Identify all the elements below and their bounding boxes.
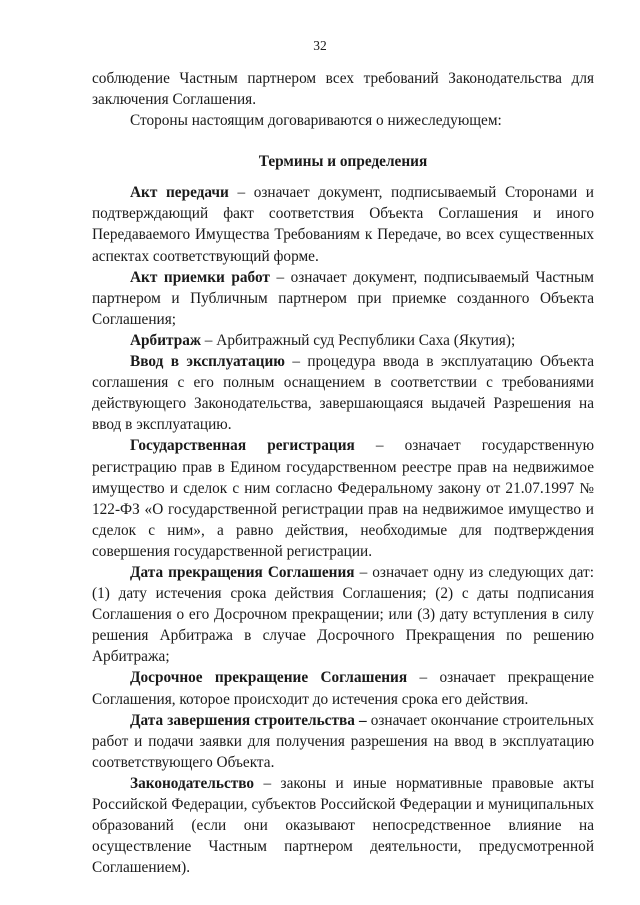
definition-act-of-acceptance	[92, 267, 594, 330]
definition-text: – означает документ, подписываемый Сторонами и подтверждающий факт соответствия Объекта Соглашения и иного Передаваемого Имущества Требованиям к Передаче, во всех существенных аспектах соответствующий форме.	[92, 184, 594, 265]
definition-legislation	[92, 773, 594, 878]
definition-text: – законы и иные нормативные правовые акты Российской Федерации, субъектов Российской Федерации и муниципальных образований (если они оказывают непосредственное влияние на осуществление Частным партнером деятельности, предусмотренной Соглашением).	[92, 774, 594, 877]
definition-commissioning	[92, 351, 594, 435]
definition-term: Акт передачи	[130, 184, 229, 202]
definition-term: Дата прекращения Соглашения	[130, 563, 355, 581]
definition-state-registration	[92, 435, 594, 562]
page-number: 32	[313, 38, 327, 53]
definition-text: означает окончание строительных работ и подачи заявки для получения разрешения на ввод в эксплуатацию соответствующего Объекта.	[92, 711, 594, 771]
definition-text: – означает государственную регистрацию прав в Едином государственном реестре прав на недвижимое имущество и сделок с ним согласно Федеральному закону от 21.07.1997 № 122-ФЗ «О государственной регистрации прав на недвижимое имущество и сделок с ним», а равно действия, необходимые для подтверждения совершения государственной регистрации.	[92, 437, 594, 560]
definition-term: Государственная регистрация	[130, 437, 355, 455]
definition-term: Законодательство	[130, 774, 255, 792]
definition-term: Дата завершения строительства –	[130, 711, 367, 729]
section-title: Термины и определения	[258, 153, 428, 171]
document-body	[92, 68, 594, 878]
definition-term: Акт приемки работ	[130, 268, 270, 286]
definition-early-termination	[92, 667, 594, 709]
intro-paragraph-agreement: Стороны настоящим договариваются о нижеследующем:	[130, 112, 502, 130]
definition-text: – означает документ, подписываемый Частным партнером и Публичным партнером при приемке созданного Объекта Соглашения;	[92, 268, 594, 328]
definition-term: Досрочное прекращение Соглашения	[130, 669, 408, 687]
definition-termination-date	[92, 562, 594, 667]
definition-construction-completion-date	[92, 710, 594, 773]
definition-arbitration	[92, 330, 594, 351]
definition-text: – означает прекращение Соглашения, которое происходит до истечения срока его действия.	[92, 669, 595, 708]
definition-text: – процедура ввода в эксплуатацию Объекта соглашения с его полным оснащением в соответствии с требованиями действующего Законодательства, завершающаяся выдачей Разрешения на ввод в эксплуатацию.	[92, 353, 594, 434]
definition-text: – Арбитражный суд Республики Саха (Якутия);	[200, 331, 516, 349]
definition-text: – означает одну из следующих дат: (1) дату истечения срока действия Соглашения; (2) с даты подписания Соглашения о его Досрочном прекращении; или (3) дату вступления в силу решения Арбитража в случае Досрочного Прекращения по решению Арбитража;	[92, 563, 594, 666]
definition-term: Арбитраж	[130, 331, 201, 349]
intro-paragraph-continuation: соблюдение Частным партнером всех требований Законодательства для заключения Соглашения.	[92, 70, 594, 109]
definition-act-of-transfer	[92, 182, 594, 266]
definition-term: Ввод в эксплуатацию	[130, 353, 285, 371]
